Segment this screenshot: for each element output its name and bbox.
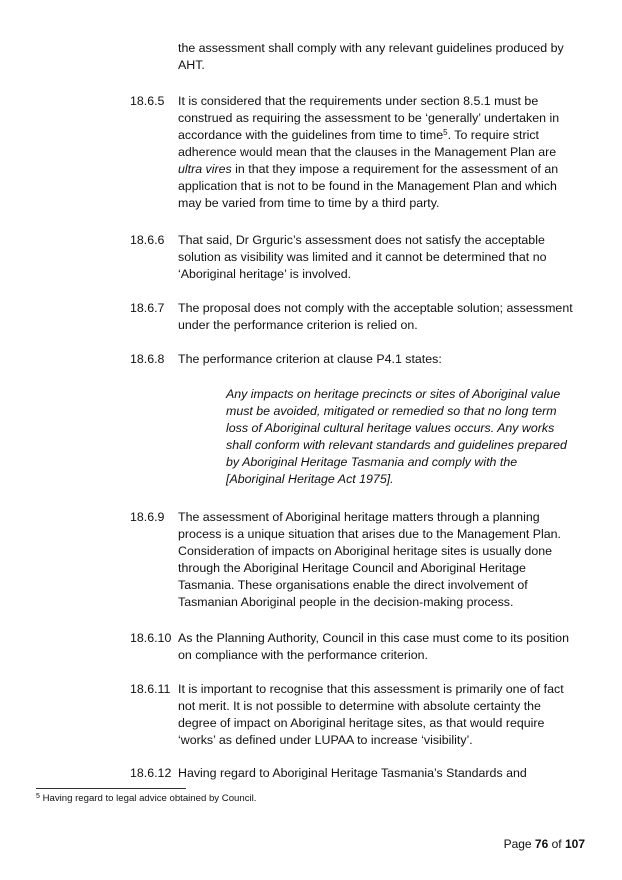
paragraph-text: As the Planning Authority, Council in this case must come to its position on compliance with the performance criterion.	[178, 631, 569, 662]
text-segment: in that they impose a requirement for the assessment of an application that is not to be found in the Management Plan and which may be varied from time to time by a third party.	[178, 162, 559, 210]
page-number	[480, 836, 585, 853]
paragraph-18-6-10	[130, 630, 590, 664]
total-pages: 107	[564, 837, 585, 851]
page-label: Page	[503, 837, 535, 851]
paragraph-number: 18.6.6	[130, 233, 165, 247]
paragraph-text: Having regard to Aboriginal Heritage Tasmania’s Standards and	[178, 766, 527, 780]
footnote-text: Having regard to legal advice obtained by Council.	[39, 793, 257, 804]
paragraph-text: The proposal does not comply with the acceptable solution; assessment under the performance criterion is relied on.	[178, 301, 573, 332]
paragraph-text: The assessment of Aboriginal heritage matters through a planning process is a unique situation that arises due to the Management Plan. Consideration of impacts on Aboriginal heritage sites is usually done through the Aboriginal Heritage Council and Aboriginal Heritage Tasmania. These organisations enable the direct involvement of Tasmanian Aboriginal people in the decision-making process.	[178, 510, 561, 609]
paragraph-18-6-8	[130, 351, 590, 368]
paragraph-18-6-9	[130, 509, 590, 611]
paragraph-text	[178, 93, 582, 212]
paragraph-18-6-7	[130, 300, 590, 334]
paragraph-18-6-6	[130, 232, 590, 283]
current-page: 76	[534, 837, 549, 851]
paragraph-number: 18.6.8	[130, 352, 165, 366]
paragraph-text: The performance criterion at clause P4.1 states:	[178, 352, 442, 366]
footnote-reference: 5	[443, 128, 448, 137]
paragraph-number: 18.6.11	[130, 682, 171, 696]
paragraph-number: 18.6.10	[130, 631, 172, 645]
text-segment: It is considered that the requirements under section 8.5.1 must be construed as requiring the assessment to be ‘generally’ undertaken in accordance with the guidelines from time to time	[178, 94, 560, 142]
paragraph-number: 18.6.9	[130, 510, 165, 524]
paragraph-number: 18.6.5	[130, 94, 165, 108]
paragraph-18-6-11	[130, 681, 590, 749]
paragraph-number: 18.6.7	[130, 301, 165, 315]
text-segment: . To require strict adherence would mean that the clauses in the Management Plan are	[178, 128, 557, 159]
footnote-separator	[36, 788, 186, 789]
italic-term: ultra vires	[178, 162, 232, 176]
paragraph-text: It is important to recognise that this assessment is primarily one of fact not merit. It is not possible to determine with absolute certainty the degree of impact on Aboriginal heritage sites, as that would require ‘works’ as defined under LUPAA to increase ‘visibility’.	[178, 682, 564, 747]
page-separator: of	[548, 837, 565, 851]
paragraph-text: That said, Dr Grguric’s assessment does not satisfy the acceptable solution as visibility was limited and it cannot be determined that no ‘Aboriginal heritage’ is involved.	[178, 233, 547, 281]
paragraph-18-6-5	[130, 93, 590, 212]
footnote-marker: 5	[36, 793, 40, 800]
footnote	[36, 793, 256, 805]
block-quote: Any impacts on heritage precincts or sites of Aboriginal value must be avoided, mitigated or remedied so that no long term loss of Aboriginal cultural heritage values occurs. Any works shall conform with relevant standards and guidelines prepared by Aboriginal Heritage Tasmania and comply with the [Aboriginal Heritage Act 1975].	[226, 387, 567, 486]
continuation-text: the assessment shall comply with any relevant guidelines produced by AHT.	[178, 41, 564, 72]
paragraph-18-6-12	[130, 765, 590, 782]
paragraph-number: 18.6.12	[130, 766, 172, 780]
